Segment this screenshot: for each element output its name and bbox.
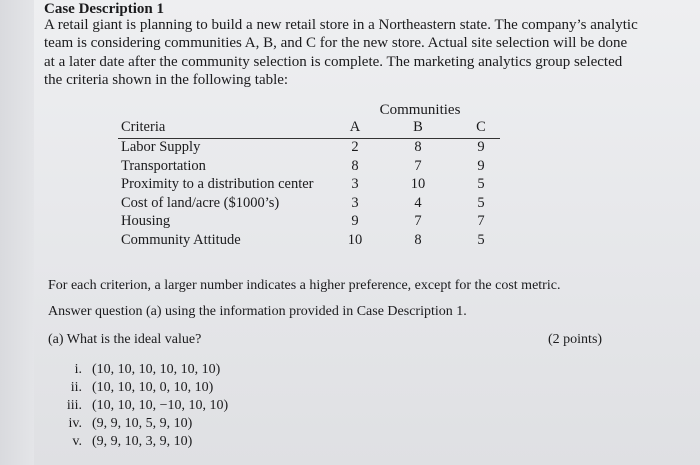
- cell-c: 5: [477, 231, 485, 248]
- communities-header: Communities: [379, 102, 461, 118]
- column-header-a: A: [349, 119, 361, 135]
- cell-a: 9: [351, 213, 359, 229]
- option-value: (10, 10, 10, 10, 10, 10): [92, 362, 221, 377]
- cell-c: 9: [477, 157, 485, 174]
- question-points: (2 points): [548, 332, 603, 347]
- case-intro: [44, 16, 644, 89]
- option-number: iv.: [68, 416, 82, 431]
- option-number: iii.: [66, 398, 82, 413]
- cell-b: 7: [414, 213, 422, 229]
- cell-c: 7: [477, 213, 485, 229]
- cell-c: 5: [477, 194, 485, 211]
- cell-c: 5: [477, 176, 485, 192]
- intro-line: team is considering communities A, B, and C for the new store. Actual site selection will be done: [44, 35, 628, 52]
- option-value: (10, 10, 10, −10, 10, 10): [92, 398, 229, 413]
- option-value: (10, 10, 10, 0, 10, 10): [92, 380, 214, 395]
- cell-a: 3: [351, 176, 359, 192]
- cell-b: 8: [414, 231, 422, 248]
- criterion-label: Housing: [121, 213, 171, 229]
- cell-b: 8: [414, 139, 422, 155]
- cell-a: 2: [351, 139, 359, 155]
- option-number: v.: [72, 434, 82, 449]
- column-header-c: C: [476, 119, 486, 135]
- criterion-label: Transportation: [121, 157, 206, 174]
- cell-a: 3: [351, 194, 359, 211]
- intro-line: at a later date after the community selection is complete. The marketing analytics group selected: [44, 53, 623, 70]
- option-value: (9, 9, 10, 5, 9, 10): [92, 416, 193, 431]
- cell-a: 10: [347, 231, 363, 248]
- criterion-label: Cost of land/acre ($1000’s): [121, 194, 280, 211]
- intro-line: A retail giant is planning to build a new retail store in a Northeastern state. The company’s analytic: [44, 17, 638, 33]
- criterion-label: Community Attitude: [121, 231, 241, 248]
- cell-a: 8: [351, 157, 359, 174]
- column-header-b: B: [413, 119, 423, 135]
- cell-b: 7: [414, 157, 422, 174]
- criterion-label: Proximity to a distribution center: [121, 176, 314, 192]
- cell-c: 9: [477, 139, 485, 155]
- cell-b: 4: [414, 194, 422, 211]
- option-number: i.: [74, 362, 82, 377]
- intro-line: the criteria shown in the following table:: [44, 71, 289, 88]
- cell-b: 10: [410, 176, 426, 192]
- criterion-label: Labor Supply: [121, 139, 201, 155]
- option-number: ii.: [70, 380, 82, 395]
- option-value: (9, 9, 10, 3, 9, 10): [92, 434, 193, 449]
- instruction-note: Answer question (a) using the information provided in Case Description 1.: [48, 304, 467, 319]
- column-header-criteria: Criteria: [121, 119, 166, 135]
- page-shadow-edge: [0, 0, 34, 465]
- question-label: (a) What is the ideal value?: [48, 332, 202, 347]
- case-title: Case Description 1: [44, 1, 164, 17]
- preference-note: For each criterion, a larger number indicates a higher preference, except for the cost metric.: [48, 278, 561, 293]
